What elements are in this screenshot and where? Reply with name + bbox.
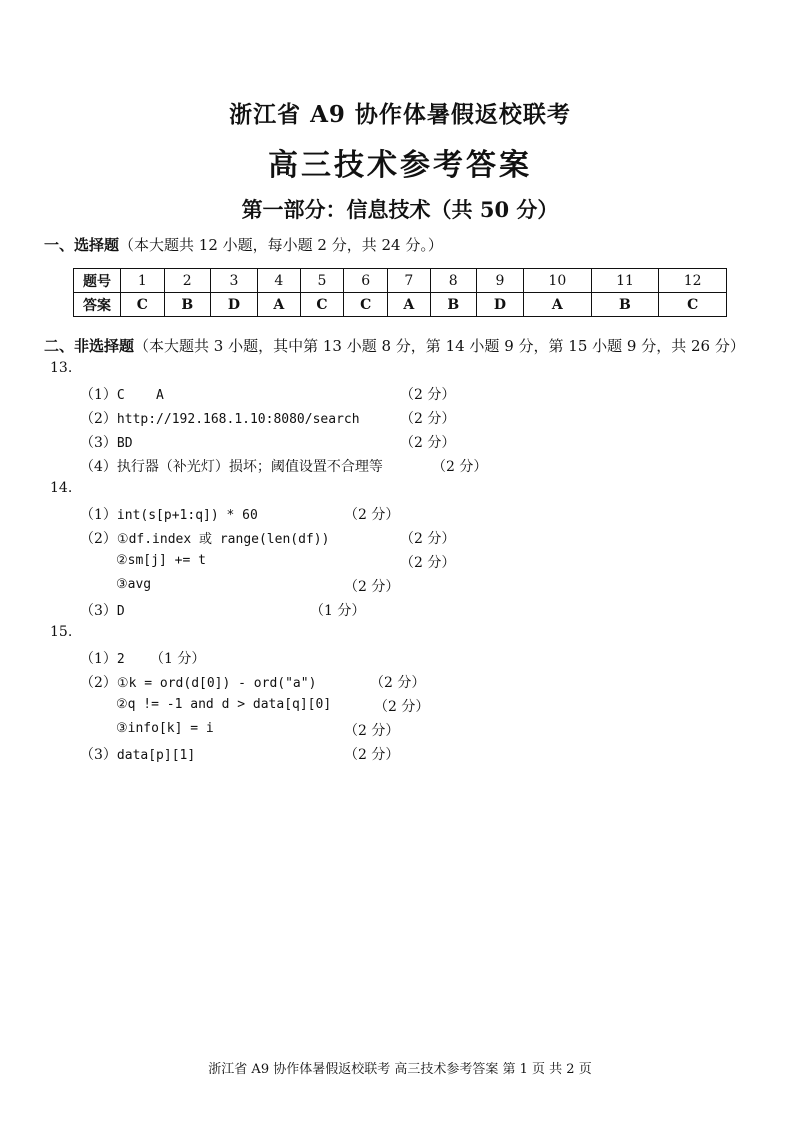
q15-item [116, 720, 400, 739]
q15-item [80, 672, 426, 692]
question-number: 3 [210, 269, 257, 293]
answer-cell: C [300, 293, 344, 317]
q14-item [116, 576, 400, 595]
item-answer: C A [116, 388, 164, 403]
q13-item [80, 408, 456, 428]
item-answer: int(s[p+1:q]) * 60 [116, 508, 258, 523]
answer-cell: C [344, 293, 388, 317]
item-answer: ③avg [116, 577, 152, 592]
q14-item [80, 504, 400, 524]
question-number: 9 [476, 269, 523, 293]
item-score: （2 分） [344, 723, 400, 739]
part-title: 第一部分：信息技术（共 50 分） [241, 197, 559, 222]
answer-cell: D [476, 293, 523, 317]
section1-heading [44, 234, 443, 255]
item-score: （2 分） [432, 459, 488, 475]
question-number: 11 [591, 269, 659, 293]
item-answer: data[p][1] [116, 748, 196, 763]
item-answer: ①k = ord(d[0]) - ord("a") [116, 676, 317, 691]
item-score: （2 分） [370, 675, 426, 691]
item-label: （2） [80, 675, 117, 691]
section2-heading [44, 335, 745, 356]
page-footer: 浙江省 A9 协作体暑假返校联考 高三技术参考答案 第 1 页 共 2 页 [208, 1062, 592, 1077]
item-score: （1 分） [310, 603, 366, 619]
q15-item [80, 648, 206, 668]
answer-cell: B [591, 293, 659, 317]
item-score: （2 分） [400, 435, 456, 451]
item-score: （2 分） [400, 531, 456, 547]
question-number: 4 [258, 269, 301, 293]
answer-cell: C [121, 293, 165, 317]
q13-item [80, 456, 488, 476]
question-number: 5 [300, 269, 344, 293]
question-number: 12 [659, 269, 727, 293]
section2-label: 二、非选择题 [44, 337, 135, 355]
answer-cell: B [164, 293, 210, 317]
question-number: 10 [524, 269, 592, 293]
question-number: 2 [164, 269, 210, 293]
item-answer: ①df.index 或 range(len(df)) [116, 532, 330, 547]
item-answer: http://192.168.1.10:8080/search [116, 412, 360, 427]
section1-label: 一、选择题 [44, 236, 120, 254]
item-score: （2 分） [344, 579, 400, 595]
item-answer: 2 [116, 652, 125, 667]
question-number: 1 [121, 269, 165, 293]
item-score: （2 分） [400, 387, 456, 403]
item-label: （1） [80, 651, 117, 667]
answer-header: 答案 [74, 293, 121, 317]
item-score: （2 分） [374, 699, 430, 715]
answer-cell: C [659, 293, 727, 317]
item-score: （2 分） [344, 507, 400, 523]
item-label: （2） [80, 411, 117, 427]
q14-item [80, 600, 366, 620]
answer-table [73, 268, 727, 317]
item-answer: ③info[k] = i [116, 721, 214, 736]
q15-number: 15. [50, 624, 73, 640]
question-number: 8 [430, 269, 476, 293]
question-number: 7 [388, 269, 431, 293]
org-title: 浙江省 A9 协作体暑假返校联考 [229, 101, 571, 128]
answer-cell: B [430, 293, 476, 317]
item-score: （1 分） [150, 651, 206, 667]
item-answer: ②sm[j] += t [116, 553, 206, 568]
answer-row [74, 293, 727, 317]
answer-cell: A [524, 293, 592, 317]
item-label: （2） [80, 531, 117, 547]
answer-cell: A [258, 293, 301, 317]
q13-number: 13. [50, 360, 73, 376]
q13-item [80, 384, 456, 404]
doc-title: 高三技术参考答案 [268, 148, 532, 183]
item-score: （2 分） [400, 411, 456, 427]
q13-item [80, 432, 456, 452]
q14-item [80, 528, 456, 548]
item-answer: ②q != -1 and d > data[q][0] [116, 697, 332, 712]
item-answer: 执行器（补光灯）损坏；阈值设置不合理等 [116, 459, 383, 475]
section2-note: （本大题共 3 小题，其中第 13 小题 8 分，第 14 小题 9 分，第 15 小题 9 分，共 26 分） [134, 337, 745, 355]
item-label: （3） [80, 603, 117, 619]
q15-item [80, 744, 400, 764]
q15-item [116, 696, 430, 715]
item-score: （2 分） [344, 747, 400, 763]
q14-number: 14. [50, 480, 73, 496]
item-label: （3） [80, 435, 117, 451]
question-number: 6 [344, 269, 388, 293]
item-label: （1） [80, 507, 117, 523]
item-label: （1） [80, 387, 117, 403]
question-number-row [74, 269, 727, 293]
item-label: （3） [80, 747, 117, 763]
section1-note: （本大题共 12 小题，每小题 2 分，共 24 分。） [119, 236, 443, 254]
item-label: （4） [80, 459, 117, 475]
answer-cell: D [210, 293, 257, 317]
item-answer: D [116, 604, 125, 619]
question-header: 题号 [74, 269, 121, 293]
answer-cell: A [388, 293, 431, 317]
q14-item [116, 552, 456, 571]
item-score: （2 分） [400, 555, 456, 571]
item-answer: BD [116, 436, 133, 451]
